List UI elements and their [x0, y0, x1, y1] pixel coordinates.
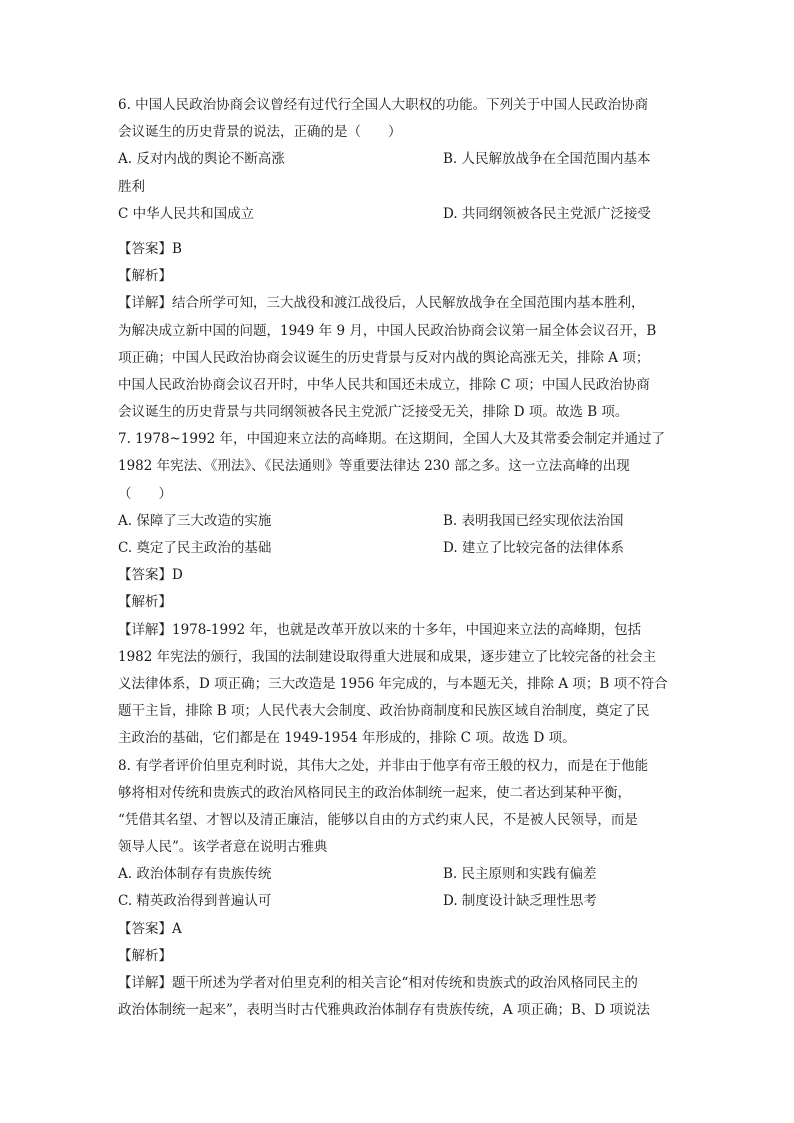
option-c: C 中华人民共和国成立 — [118, 205, 255, 222]
options-row — [118, 508, 666, 535]
option-d: D. 建立了比较完备的法律体系 — [443, 540, 624, 556]
detail-line: 政治体制统一起来”，表明当时古代雅典政治体制存有贵族传统，A 项正确；B、D 项说法 — [118, 1002, 650, 1019]
options-row — [118, 146, 666, 173]
question-6 — [118, 92, 666, 426]
answer-label: 【答案】B — [118, 240, 182, 257]
option-a: A. 反对内战的舆论不断高涨 — [118, 151, 285, 168]
question-stem: “凭借其名望、才智以及清正廉洁，能够以自由的方式约束人民，不是被人民领导，而是 — [118, 811, 638, 828]
analysis-label: 【解析】 — [118, 947, 172, 964]
question-stem: （ ） — [118, 485, 172, 502]
question-stem: 6. 中国人民政治协商会议曾经有过代行全国人大职权的功能。下列关于中国人民政治协商 — [118, 97, 649, 113]
options-row — [118, 888, 666, 915]
options-row — [118, 201, 666, 228]
options-row — [118, 535, 666, 562]
detail-line: 会议诞生的历史背景与共同纲领被各民主党派广泛接受无关，排除 D 项。故选 B 项。 — [118, 404, 629, 421]
spacer — [118, 228, 666, 236]
detail-line: 1982 年宪法的颁行，我国的法制建设取得重大进展和成果，逐步建立了比较完备的社会主 — [118, 648, 657, 665]
analysis-label: 【解析】 — [118, 594, 172, 611]
question-8 — [118, 753, 666, 1025]
option-b-continuation: 胜利 — [118, 178, 145, 195]
question-stem: 7. 1978~1992 年，中国迎来立法的高峰期。在这期间，全国人大及其常委会制定并通过了 — [118, 431, 665, 448]
detail-line: 项正确；中国人民政治协商会议诞生的历史背景与反对内战的舆论高涨无关，排除 A 项； — [118, 349, 650, 366]
answer-label: 【答案】A — [118, 920, 182, 937]
analysis-label: 【解析】 — [118, 268, 172, 285]
detail-line: 题干主旨，排除 B 项；人民代表大会制度、政治协商制度和民族区域自治制度，奠定了民 — [118, 703, 650, 720]
question-stem: 1982 年宪法、《刑法》、《民法通则》等重要法律达 230 部之多。这一立法高峰的出现 — [118, 458, 630, 475]
option-d: D. 共同纲领被各民主党派广泛接受 — [443, 205, 651, 222]
detail-line: 【详解】结合所学可知，三大战役和渡江战役后，人民解放战争在全国范围内基本胜利， — [118, 295, 645, 312]
question-stem: 会议诞生的历史背景的说法，正确的是（ ） — [118, 124, 402, 141]
option-b: B. 人民解放战争在全国范围内基本 — [443, 151, 651, 168]
option-a: A. 保障了三大改造的实施 — [118, 512, 272, 529]
detail-line: 义法律体系，D 项正确；三大改造是 1956 年完成的，与本题无关，排除 A 项；B 项不符合 — [118, 675, 668, 692]
detail-line: 中国人民政治协商会议召开时，中华人民共和国还未成立，排除 C 项；中国人民政治协商 — [118, 376, 650, 393]
detail-line: 【详解】1978-1992 年，也就是改革开放以来的十多年，中国迎来立法的高峰期，包括 — [118, 621, 642, 638]
question-stem: 8. 有学者评价伯里克利时说，其伟大之处，并非由于他享有帝王般的权力，而是在于他能 — [118, 757, 649, 774]
question-stem: 够将相对传统和贵族式的政治风格同民主的政治体制统一起来，使二者达到某种平衡， — [118, 784, 631, 801]
option-b: B. 表明我国已经实现依法治国 — [443, 512, 624, 529]
document-page — [118, 92, 666, 1024]
answer-label: 【答案】D — [118, 567, 183, 584]
detail-line: 【详解】题干所述为学者对伯里克利的相关言论“相对传统和贵族式的政治风格同民主的 — [118, 975, 638, 991]
options-row — [118, 861, 666, 888]
question-stem: 领导人民”。该学者意在说明古雅典 — [118, 839, 328, 856]
option-b: B. 民主原则和实践有偏差 — [443, 866, 597, 883]
detail-line: 为解决成立新中国的问题，1949 年 9 月，中国人民政治协商会议第一届全体会议召开，B — [118, 322, 657, 339]
detail-line: 主政治的基础，它们都是在 1949-1954 年形成的，排除 C 项。故选 D 项。 — [118, 730, 576, 747]
option-a: A. 政治体制存有贵族传统 — [118, 866, 272, 883]
question-7 — [118, 426, 666, 752]
option-c: C. 精英政治得到普遍认可 — [118, 893, 272, 910]
option-c: C. 奠定了民主政治的基础 — [118, 540, 272, 556]
option-d: D. 制度设计缺乏理性思考 — [443, 893, 597, 910]
